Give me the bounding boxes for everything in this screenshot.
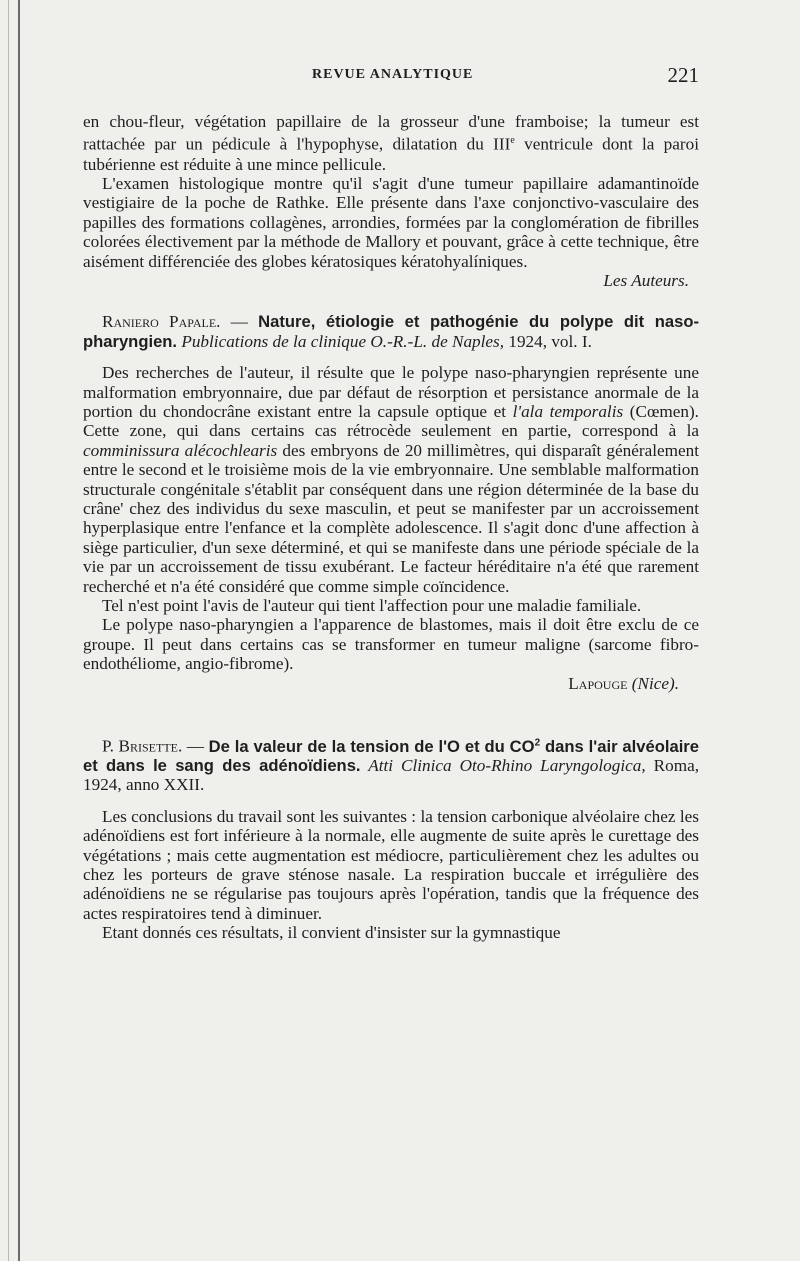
running-title: REVUE ANALYTIQUE bbox=[312, 67, 474, 82]
article2-source: Publications de la clinique O.-R.-L. de Naples, bbox=[177, 331, 505, 351]
page-shadow-line bbox=[8, 0, 9, 1261]
article2-title: Nature, étiologie et pathogénie du polype dit naso-pharyngien. bbox=[83, 312, 700, 351]
page-body bbox=[83, 112, 699, 943]
running-header bbox=[83, 63, 699, 91]
page-binding-edge bbox=[18, 0, 20, 1261]
article1-signature: Les Auteurs. bbox=[603, 270, 689, 290]
article3-author: P. Brisette. bbox=[102, 736, 183, 756]
article2-heading: Raniero Papale. — Nature, étiologie et pathogénie du polype dit naso-pharyngien. Publications de la clinique O.-R.-L. de Naples, 1924, vol. I. bbox=[83, 312, 700, 351]
article2-paragraph1: Des recherches de l'auteur, il résulte que le polype naso-pharyngien représente une malformation embryonnaire, due par défaut de résorption et persistance anormale de la portion du chondocrâne existant entre la capsule optique et l'ala temporalis (Cœmen). Cette zone, qui dans certains cas rétrocède seulement en partie, correspond à la comminissura alécochlearis des embryons de 20 millimètres, qui disparaît généralement entre le second et le troisième mois de la vie embryonnaire. Une semblable malformation structurale congénitale s'établit par conséquent dans une région déterminée de la base du crâne' chez des individus du sexe masculin, et peut se manifester par un accroissement hyperplasique entre l'enfance et la complète adolescence. Il s'agit donc d'une affection à siège particulier, d'un sexe déterminé, et qui se manifeste dans une période spéciale de la vie par un accroissement de tissu exubérant. Le facteur héréditaire n'a été que rarement recherché et n'a été considéré que comme simple coïncidence. bbox=[83, 363, 699, 596]
page-number: 221 bbox=[667, 63, 699, 87]
article1-paragraph1: en chou-fleur, végétation papillaire de la grosseur d'une framboise; la tumeur est rattachée par un pédicule à l'hypophyse, dilatation du IIIe ventricule dont la paroi tubérienne est réduite à une mince pellicule. bbox=[83, 112, 700, 174]
article2-signature: Lapouge (Nice). bbox=[568, 673, 679, 693]
article3-title: De la valeur de la tension de l'O et du $CO^2$ dans l'air alvéolaire et dans le sang des adénoïdiens. bbox=[83, 736, 699, 776]
article2-paragraph2: Tel n'est point l'avis de l'auteur qui tient l'affection pour une maladie familiale. bbox=[102, 596, 642, 616]
article3-heading: P. Brisette. — De la valeur de la tension de l'O et du $CO^2$ dans l'air alvéolaire et dans le sang des adénoïdiens. Atti Clinica Oto-Rhino Laryngologica, Roma, 1924, anno XXII. bbox=[83, 736, 699, 795]
article3-source: Atti Clinica Oto-Rhino Laryngologica, bbox=[360, 756, 646, 776]
article2-author: Raniero Papale. bbox=[102, 312, 221, 332]
article3-paragraph1: Les conclusions du travail sont les suivantes : la tension carbonique alvéolaire chez les adénoïdiens est fort inférieure à la normale, elle augmente de suite après le curettage des végétations ; mais cette augmentation est médiocre, particulièrement chez les adultes ou chez les porteurs de grave sténose nasale. La respiration buccale et irrégulière des adénoïdiens ne se régularise pas toujours après l'opération, tandis que la fréquence des actes respiratoires tend à diminuer. bbox=[83, 806, 699, 923]
superscript-e: e bbox=[510, 135, 515, 147]
article3-paragraph2: Etant donnés ces résultats, il convient d'insister sur la gymnastique bbox=[102, 923, 561, 943]
article2-paragraph3: Le polype naso-pharyngien a l'apparence de blastomes, mais il doit être exclu de ce groupe. Il peut dans certains cas se transformer en tumeur maligne (sarcome fibro-endothéliome, angio-fibrome). bbox=[83, 615, 699, 674]
article1-paragraph2: L'examen histologique montre qu'il s'agit d'une tumeur papillaire adamantinoïde vestigiaire de la poche de Rathke. Elle présente dans l'axe conjonctivo-vasculaire des papilles des formations collagènes, arrondies, formées par la conglomération de fibrilles colorées électivement par la méthode de Mallory et pouvant, grâce à cette technique, être aisément différenciée des globes kératosiques kératohyalíniques. bbox=[83, 173, 699, 271]
